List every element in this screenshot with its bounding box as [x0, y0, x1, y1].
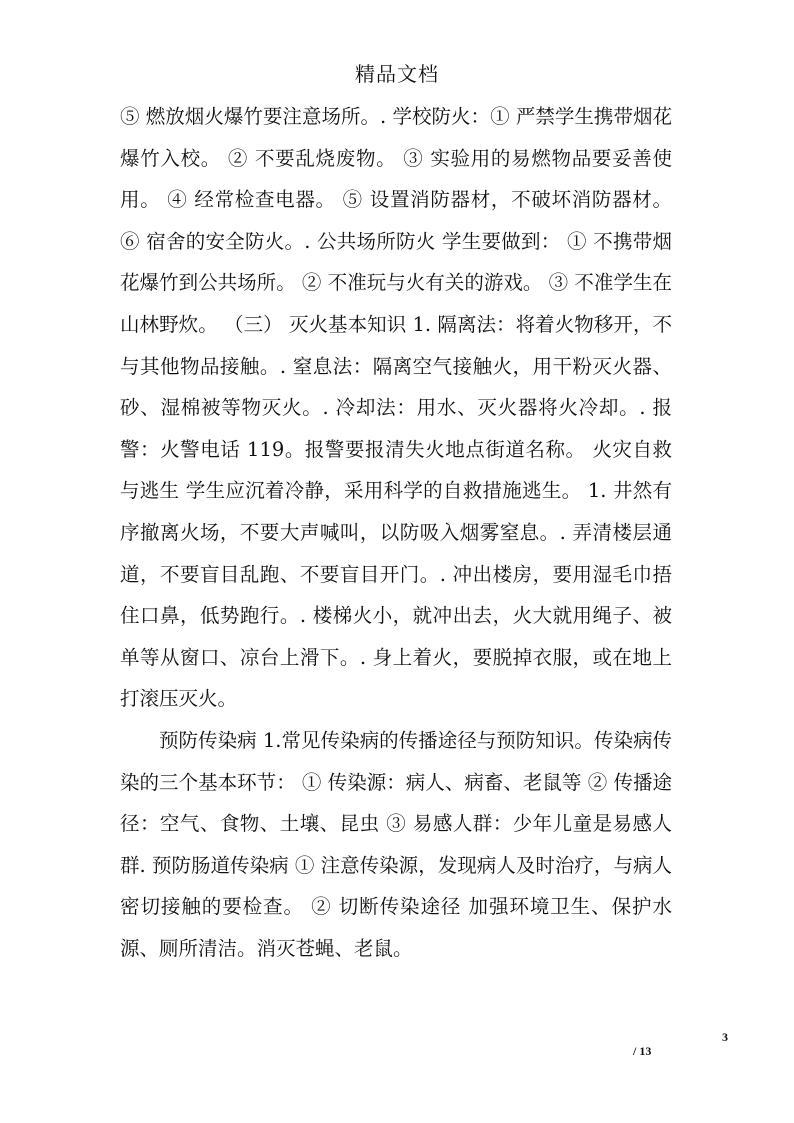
- page-total: / 13: [633, 1044, 652, 1058]
- paragraph-fire-safety: ⑤ 燃放烟火爆竹要注意场所。. 学校防火：① 严禁学生携带烟花爆竹入校。 ② 不要乱烧废物。 ③ 实验用的易燃物品要妥善使用。 ④ 经常检查电器。 ⑤ 设置消防器材，不破坏消防器材。 ⑥ 宿舍的安全防火。. 公共场所防火 学生要做到： ① 不携带烟花爆竹到公共场所。 ② 不准玩与火有关的游戏。 ③ 不准学生在山林野炊。 （三） 灭火基本知识 1. 隔离法：将着火物移开，不与其他物品接触。. 窒息法：隔离空气接触火，用干粉灭火器、砂、湿棉被等物灭火。. 冷却法：用水、灭火器将火冷却。. 报警：火警电话 119。报警要报清失火地点街道名称。 火灾自救与逃生 学生应沉着冷静，采用科学的自救措施逃生。 1. 井然有序撤离火场，不要大声喊叫，以防吸入烟雾窒息。. 弄清楼层通道，不要盲目乱跑、不要盲目开门。. 冲出楼房，要用湿毛巾捂住口鼻，低势跑行。. 楼梯火小，就冲出去，火大就用绳子、被单等从窗口、凉台上滑下。. 身上着火，要脱掉衣服，或在地上打滚压灭火。: [120, 105, 672, 711]
- page-number: 3: [722, 1030, 728, 1044]
- document-body: [120, 96, 672, 969]
- page-header-title: 精品文档: [355, 62, 439, 86]
- paragraph-disease-prevention: 预防传染病 1.常见传染病的传播途径与预防知识。传染病传染的三个基本环节： ① 传染源：病人、病畜、老鼠等 ② 传播途径：空气、食物、土壤、昆虫 ③ 易感人群：少年儿童是易感人群. 预防肠道传染病 ① 注意传染源，发现病人及时治疗，与病人密切接触的要检查。 ② 切断传染途径 加强环境卫生、保护水源、厕所清洁。消灭苍蝇、老鼠。: [120, 728, 672, 960]
